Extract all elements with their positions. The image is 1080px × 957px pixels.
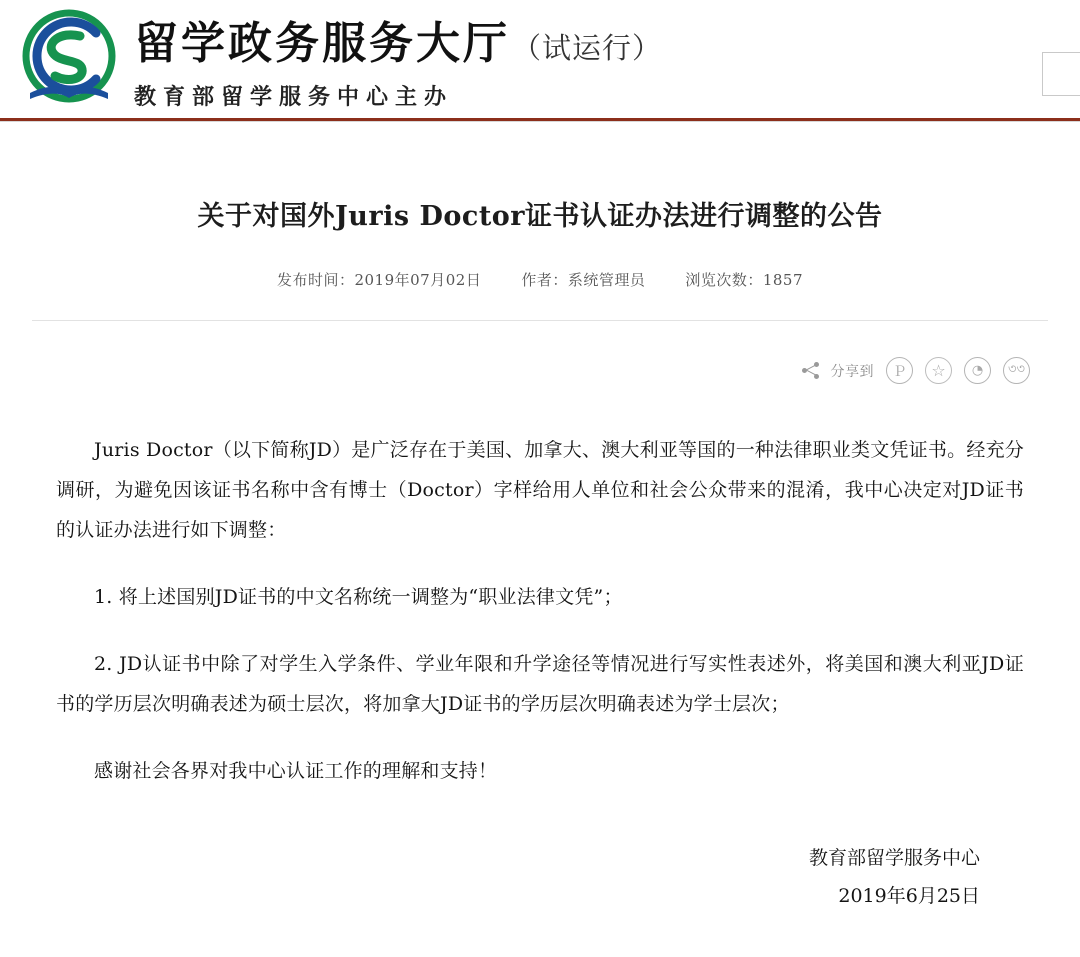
site-title-suffix: （试运行） <box>512 31 663 65</box>
site-header <box>0 0 1080 118</box>
signature-date: 2019年6月25日 <box>838 885 980 907</box>
weibo-share-icon[interactable]: ◔ <box>964 357 991 384</box>
site-subtitle: 教育部留学服务中心主办 <box>134 84 454 110</box>
view-count: 浏览次数：1857 <box>685 271 804 289</box>
article-paragraph: Juris Doctor（以下简称JD）是广泛存在于美国、加拿大、澳大利亚等国的一种法律职业类文凭证书。经充分调研，为避免因该证书名称中含有博士（Doctor）字样给用人单位和社会公众带来的混淆，我中心决定对JD证书的认证办法进行如下调整： <box>56 439 1024 541</box>
publish-time: 发布时间：2019年07月02日 <box>276 271 482 289</box>
header-divider <box>0 121 1080 122</box>
favorite-star-icon[interactable]: ☆ <box>925 357 952 384</box>
qzone-share-icon[interactable]: Ｐ <box>886 357 913 384</box>
site-logo[interactable] <box>8 7 130 111</box>
article <box>0 194 1080 908</box>
article-meta <box>22 269 1058 290</box>
article-paragraph: 感谢社会各界对我中心认证工作的理解和支持！ <box>94 760 498 782</box>
article-paragraph: 2. JD认证书中除了对学生入学条件、学业年限和升学途径等情况进行写实性表述外，将美国和澳大利亚JD证书的学历层次明确表述为硕士层次，将加拿大JD证书的学历层次明确表述为学士层次； <box>56 653 1024 715</box>
graduation-globe-logo-icon <box>10 9 128 109</box>
meta-divider <box>32 320 1048 321</box>
site-title-main <box>134 7 662 71</box>
wechat-share-icon[interactable]: ৩৩ <box>1003 357 1030 384</box>
header-right-panel[interactable] <box>1042 52 1080 96</box>
site-title-block <box>134 7 662 111</box>
share-network-icon <box>802 362 819 379</box>
article-body <box>22 430 1058 791</box>
signature: 教育部留学服务中心 <box>808 847 980 869</box>
article-paragraph: 1. 将上述国别JD证书的中文名称统一调整为“职业法律文凭”； <box>94 586 623 608</box>
share-bar <box>22 357 1058 384</box>
author: 作者：系统管理员 <box>521 271 646 289</box>
page-title: 关于对国外Juris Doctor证书认证办法进行调整的公告 <box>197 201 883 232</box>
site-title-text: 留学政务服务大厅 <box>134 18 510 69</box>
share-label: 分享到 <box>830 363 874 380</box>
